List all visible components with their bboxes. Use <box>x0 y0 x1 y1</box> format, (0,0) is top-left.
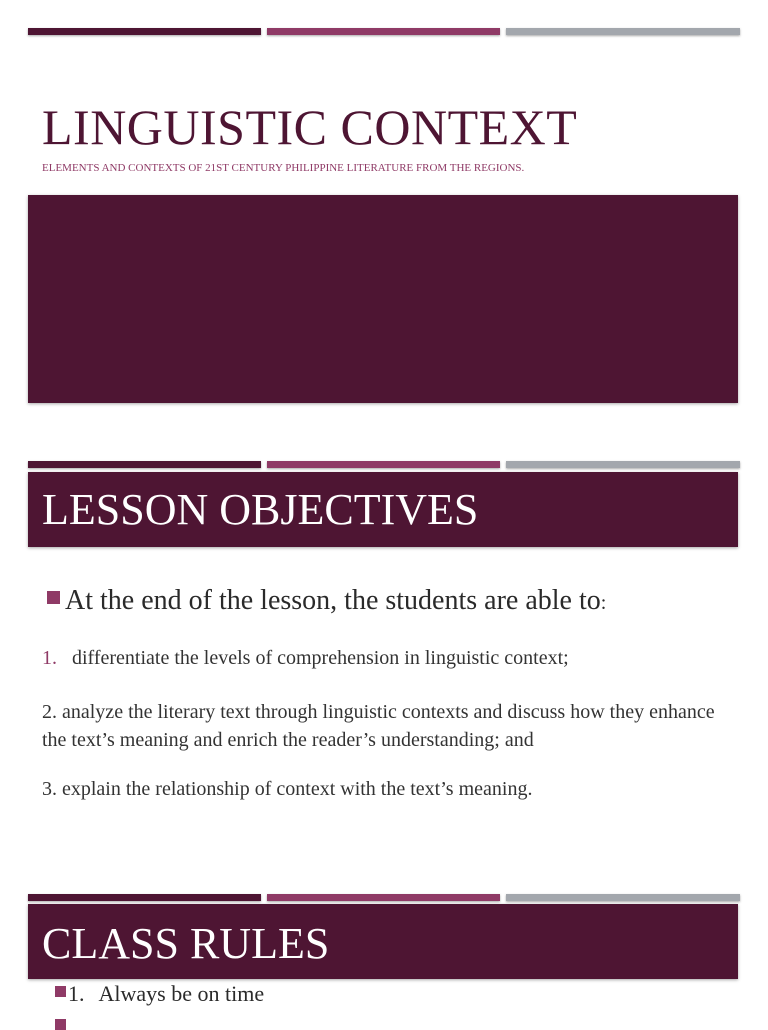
class-rules-heading: CLASS RULES <box>42 919 330 968</box>
slide-subtitle: ELEMENTS AND CONTEXTS OF 21ST CENTURY PHILIPPINE LITERATURE FROM THE REGIONS. <box>42 162 525 174</box>
accent-bar-gray <box>506 461 740 468</box>
objectives-lead-colon: : <box>600 592 607 614</box>
accent-bar-dark <box>28 28 261 35</box>
objectives-lead-text: At the end of the lesson, the students are able to <box>65 585 601 616</box>
objective-item-2: 2. analyze the literary text through linguistic contexts and discuss how they enhance the text’s meaning and enrich the reader’s understanding; and <box>42 701 715 751</box>
objective-item-1 <box>42 647 569 670</box>
rule-number: 1. <box>68 981 85 1006</box>
title-color-block <box>28 195 738 403</box>
accent-bar-dark <box>28 894 261 901</box>
objective-text: differentiate the levels of comprehension in linguistic context; <box>72 647 569 669</box>
objectives-header-block <box>28 472 738 547</box>
class-rules-header-block <box>28 904 738 979</box>
accent-bar-mauve <box>267 894 500 901</box>
objectives-lead <box>47 585 606 617</box>
accent-bar-mauve <box>267 461 500 468</box>
slide-title: LINGUISTIC CONTEXT <box>42 99 578 155</box>
square-bullet-icon <box>47 591 60 604</box>
accent-bar-gray <box>506 28 740 35</box>
objective-item-3: 3. explain the relationship of context with the text’s meaning. <box>42 778 533 800</box>
square-bullet-icon <box>55 986 66 997</box>
accent-bar-gray <box>506 894 740 901</box>
objective-number: 1. <box>42 647 57 669</box>
accent-bar-mauve <box>267 28 500 35</box>
objectives-heading: LESSON OBJECTIVES <box>42 485 479 534</box>
rule-text: Always be on time <box>98 981 265 1006</box>
rule-item-1 <box>55 981 264 1007</box>
square-bullet-icon <box>55 1019 66 1030</box>
accent-bar-dark <box>28 461 261 468</box>
